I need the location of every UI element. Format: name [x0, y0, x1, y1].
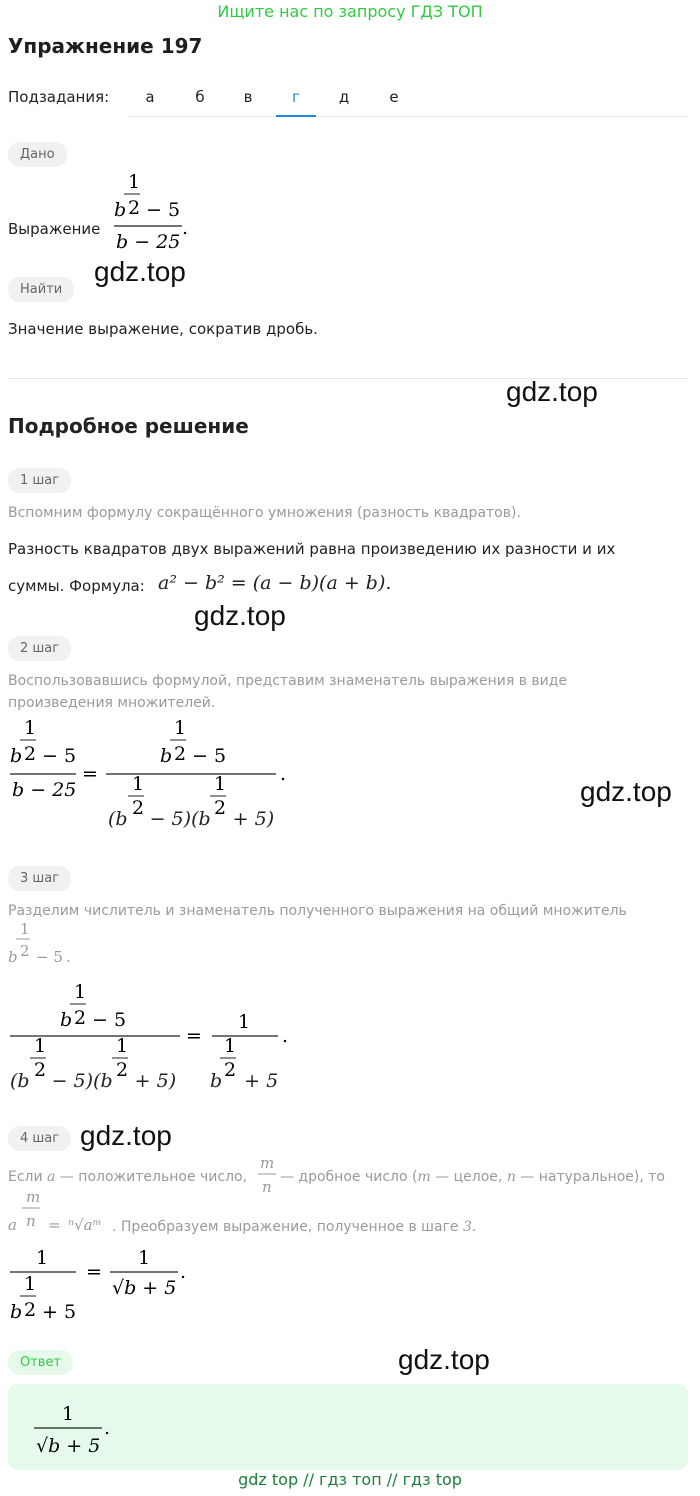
paren: (	[10, 1070, 18, 1092]
exp-den: 2	[34, 1059, 47, 1081]
exp-num: 1	[214, 773, 227, 795]
given-text: Выражение	[8, 220, 101, 238]
paren: (	[93, 1070, 101, 1092]
step-2-equation	[8, 714, 298, 814]
denominator-factors	[108, 808, 274, 830]
minus-five: − 5	[146, 199, 181, 221]
minus-five: − 5	[92, 1009, 127, 1031]
denominator: b − 25	[12, 779, 77, 801]
subtask-tabs	[128, 80, 688, 117]
subtasks-label: Подзадания:	[8, 88, 110, 106]
exp-num: 1	[74, 981, 87, 1003]
answer-box	[8, 1384, 688, 1470]
paren: (	[191, 808, 199, 830]
plus-five: + 5	[244, 1070, 279, 1092]
note-part: . Преобразуем выражение, полученное в шаге	[112, 1219, 459, 1235]
numerator-one: 1	[238, 1011, 251, 1033]
base-b: b	[198, 808, 211, 830]
common-factor	[6, 918, 86, 970]
answer-pill: Ответ	[8, 1350, 73, 1375]
exp-den: 2	[116, 1059, 129, 1081]
find-text: Значение выражение, сократив дробь.	[8, 320, 318, 338]
numerator-one: 1	[62, 1403, 75, 1425]
watermark: gdz.top	[194, 600, 286, 631]
step-3-note: Разделим числитель и знаменатель полученного выражения на общий множитель	[8, 903, 627, 919]
var-n: n	[262, 1178, 272, 1196]
paren: )	[168, 1070, 177, 1092]
exp-den: 2	[20, 942, 30, 960]
base-b: b	[115, 808, 128, 830]
plus-five: + 5	[42, 1301, 77, 1323]
note-part: — положительное число,	[59, 1169, 248, 1185]
watermark: gdz.top	[80, 1120, 172, 1151]
var-m: m	[417, 1169, 431, 1185]
note-part: Если	[8, 1169, 43, 1185]
plus-five: + 5	[232, 808, 267, 830]
exp-den: 2	[224, 1059, 237, 1081]
base-b: b	[100, 1070, 113, 1092]
base-b: b	[8, 948, 18, 966]
exp-num: 1	[24, 1273, 37, 1295]
minus-five: − 5	[42, 745, 77, 767]
period: .	[66, 948, 71, 966]
exp-num: 1	[128, 171, 141, 193]
fraction-m-n	[254, 1152, 284, 1198]
tab-v[interactable]: в	[243, 88, 253, 106]
solution-title: Подробное решение	[8, 414, 249, 438]
exp-num: 1	[174, 717, 187, 739]
step-2-note: Воспользовавшись формулой, представим знаменатель выражения в виде произведения множителей.	[8, 673, 568, 711]
step-3-pill: 3 шаг	[8, 866, 71, 891]
exp-den: 2	[74, 1007, 87, 1029]
step-2-pill: 2 шаг	[8, 636, 71, 661]
step-1-note: Вспомним формулу сокращённого умножения (разность квадратов).	[8, 505, 521, 521]
var-n: n	[26, 1212, 36, 1230]
active-tab-indicator	[276, 115, 316, 117]
numerator-one: 1	[36, 1247, 49, 1269]
tab-g[interactable]: г	[292, 88, 300, 106]
step-1-pill: 1 шаг	[8, 468, 71, 493]
minus-five: − 5	[192, 745, 227, 767]
base-b: b	[160, 745, 173, 767]
nth-root: ⁿ√aᵐ	[68, 1216, 102, 1234]
minus-five: − 5	[51, 1070, 86, 1092]
footer-links[interactable]: gdz top // гдз топ // гдз top	[238, 1470, 462, 1489]
paren: (	[108, 808, 116, 830]
paren: )	[85, 1070, 94, 1092]
period: .	[282, 1025, 289, 1047]
paren: )	[183, 808, 192, 830]
exp-den: 2	[132, 797, 145, 814]
equals: =	[186, 1025, 202, 1047]
equals: =	[86, 1261, 102, 1283]
top-banner: Ищите нас по запросу ГДЗ ТОП	[217, 2, 483, 21]
denominator: b − 25	[116, 231, 181, 253]
step-4-pill: 4 шаг	[8, 1126, 71, 1151]
var-a: a	[47, 1169, 56, 1185]
step-1-text: Разность квадратов двух выражений равна произведению их разности и их	[8, 540, 616, 558]
exp-num: 1	[132, 773, 145, 795]
exp-den: 2	[174, 743, 187, 765]
equals: =	[48, 1216, 61, 1234]
base-b: b	[60, 1009, 73, 1031]
base-b: b	[17, 1070, 30, 1092]
base-b: b	[114, 199, 127, 221]
sqrt-denominator: √b + 5	[36, 1435, 101, 1457]
tab-d[interactable]: д	[338, 88, 350, 106]
base-b: b	[210, 1070, 223, 1092]
exp-num: 1	[24, 717, 37, 739]
note-part: — дробное число (	[279, 1169, 418, 1185]
exp-den: 2	[214, 797, 227, 814]
exp-num: 1	[34, 1035, 47, 1057]
step-3-denominator	[10, 1070, 176, 1092]
difference-of-squares-formula: a² − b² = (a − b)(a + b).	[158, 572, 392, 594]
watermark: gdz.top	[506, 376, 598, 407]
step-4-note-2	[112, 1216, 476, 1238]
step-3-result-denominator	[210, 1070, 278, 1092]
period: .	[104, 1417, 111, 1439]
exp-den: 2	[24, 743, 37, 765]
given-pill: Дано	[8, 142, 67, 167]
exp-den: 2	[24, 1299, 37, 1321]
paren: )	[266, 808, 275, 830]
step-4-equation	[8, 1244, 208, 1334]
period: .	[182, 217, 189, 239]
watermark: gdz.top	[94, 256, 186, 287]
period: .	[180, 1261, 187, 1283]
base-b: b	[10, 745, 23, 767]
find-pill: Найти	[8, 277, 74, 302]
note-part: — натуральное), то	[520, 1169, 665, 1185]
base-b: b	[10, 1301, 23, 1323]
exp-num: 1	[224, 1035, 237, 1057]
minus-five: − 5	[36, 948, 63, 966]
var-m: m	[260, 1154, 275, 1172]
plus-five: + 5	[134, 1070, 169, 1092]
note-part: — целое,	[435, 1169, 503, 1185]
tab-b[interactable]: б	[195, 88, 205, 106]
answer-fraction	[32, 1398, 132, 1462]
exp-num: 1	[116, 1035, 129, 1057]
step-ref: 3.	[463, 1219, 477, 1235]
exp-num: 1	[20, 920, 30, 938]
tab-e[interactable]: е	[389, 88, 399, 106]
sqrt-denominator: √b + 5	[112, 1277, 177, 1299]
watermark: gdz.top	[398, 1344, 490, 1375]
step-1-text-2: суммы. Формула:	[8, 577, 145, 595]
watermark: gdz.top	[580, 776, 672, 807]
tab-a[interactable]: а	[145, 88, 155, 106]
var-n: n	[506, 1169, 516, 1185]
step-4-note	[8, 1166, 665, 1188]
exp-den: 2	[128, 197, 141, 219]
equals: =	[82, 763, 98, 785]
given-expression	[110, 168, 200, 256]
var-m: m	[26, 1188, 41, 1206]
numerator-one: 1	[138, 1247, 151, 1269]
var-a: a	[8, 1216, 17, 1234]
page-title: Упражнение 197	[8, 34, 203, 58]
period: .	[280, 763, 287, 785]
minus-five: − 5	[149, 808, 184, 830]
power-rule	[6, 1186, 126, 1238]
